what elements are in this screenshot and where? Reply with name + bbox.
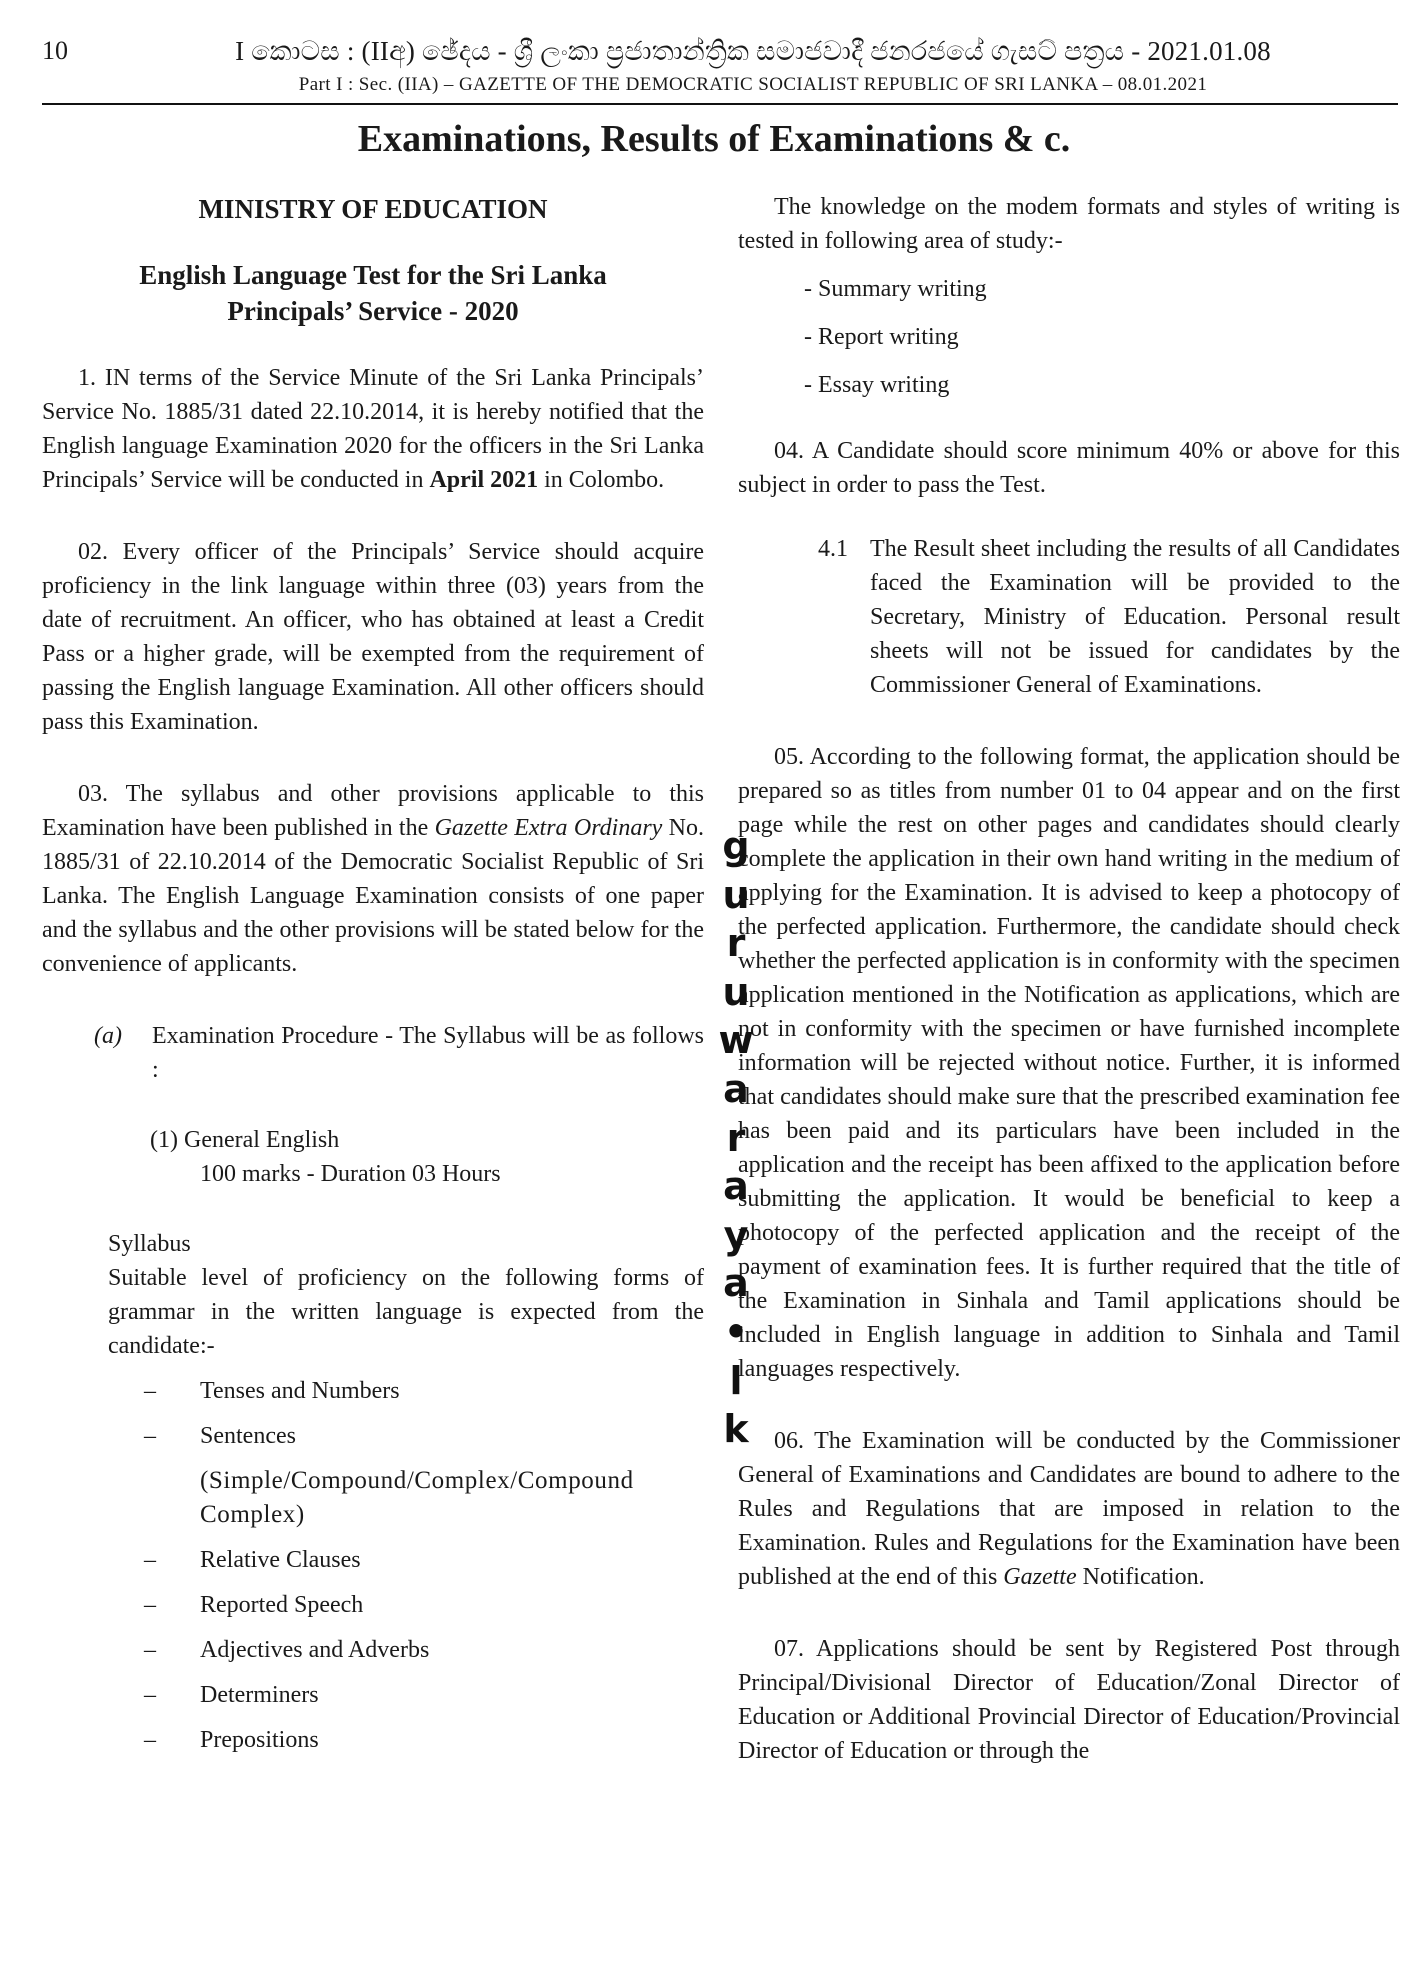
paragraph-1-end: in Colombo. bbox=[538, 467, 665, 493]
watermark-letter: g bbox=[722, 824, 750, 868]
paragraph-4: 04. A Candidate should score minimum 40% or above for this subject in order to pass the Test. bbox=[738, 438, 1400, 498]
ministry-heading: MINISTRY OF EDUCATION bbox=[198, 194, 548, 224]
grammar-item: (Simple/Compound/Complex/Compound Complex) bbox=[200, 1467, 634, 1528]
grammar-item: Reported Speech bbox=[200, 1592, 364, 1618]
site-watermark bbox=[716, 822, 756, 1454]
list-item bbox=[42, 1678, 704, 1712]
watermark-letter: u bbox=[722, 872, 750, 917]
paragraph-1-text: 1. IN terms of the Service Minute of the Sri Lanka Principals’ Service No. 1885/31 dated 22.10.2014, it is hereby notified that the English language Examination 2020 for the officers in the Sri Lanka Principals’ Service will be conducted in bbox=[42, 365, 704, 493]
syllabus-block bbox=[108, 1227, 704, 1363]
list-item: - Report writing bbox=[804, 324, 959, 350]
list-item bbox=[42, 1633, 704, 1667]
watermark-letter: a bbox=[723, 1066, 749, 1111]
paper-title: (1) General English bbox=[150, 1127, 340, 1153]
gazette-reference: Gazette Extra Ordinary bbox=[434, 815, 663, 841]
list-dash: – bbox=[144, 1547, 156, 1573]
page-number: 10 bbox=[42, 36, 68, 65]
list-item bbox=[42, 1588, 704, 1622]
exam-procedure bbox=[42, 1019, 704, 1087]
test-subtitle-line1: English Language Test for the Sri Lanka bbox=[139, 260, 607, 290]
grammar-item: Determiners bbox=[200, 1682, 319, 1708]
watermark-letter: r bbox=[726, 1115, 746, 1160]
paragraph-3-text: 03. The syllabus and other provisions applicable to this Examination have been published in the bbox=[42, 781, 704, 841]
header-divider bbox=[42, 103, 1398, 105]
list-dash: – bbox=[144, 1592, 156, 1618]
list-item bbox=[42, 1543, 704, 1577]
paragraph-7: 07. Applications should be sent by Registered Post through Principal/Divisional Director of Education/Zonal Director of Education or Additional Provincial Director of Education/Provincial Director of Education or through the bbox=[738, 1636, 1400, 1764]
gazette-italic: Gazette bbox=[1003, 1564, 1077, 1590]
test-subtitle-line2: Principals’ Service - 2020 bbox=[227, 296, 519, 326]
paragraph-3 bbox=[42, 777, 704, 981]
grammar-item: Relative Clauses bbox=[200, 1547, 361, 1573]
watermark-letter: u bbox=[722, 969, 750, 1014]
running-header bbox=[120, 36, 1386, 96]
header-english-line: Part I : Sec. (IIA) – GAZETTE OF THE DEMOCRATIC SOCIALIST REPUBLIC OF SRI LANKA – 08.01.2021 bbox=[298, 74, 1208, 95]
paper-marks-duration: 100 marks - Duration 03 Hours bbox=[200, 1161, 501, 1187]
list-dash: – bbox=[144, 1637, 156, 1663]
syllabus-heading: Syllabus bbox=[108, 1231, 191, 1257]
paragraph-3-end: No. 1885/31 of 22.10.2014 of the Democratic Socialist Republic of Sri Lanka. The English Language Examination consists of one paper and the syllabus and the other provisions will be stated below for the convenience of applicants. bbox=[42, 815, 704, 977]
left-column bbox=[42, 190, 704, 1757]
grammar-item: Prepositions bbox=[200, 1727, 319, 1753]
paragraph-6-end: Notification. bbox=[1076, 1564, 1205, 1590]
paragraph-4-1-text: The Result sheet including the results of all Candidates faced the Examination will be provided to the Secretary, Ministry of Education. Personal result sheets will not be issued for candidates by the Commissioner General of Examinations. bbox=[870, 536, 1400, 698]
list-item bbox=[42, 1419, 704, 1453]
section-title: Examinations, Results of Examinations & c. bbox=[357, 118, 1071, 160]
list-dash: – bbox=[144, 1727, 156, 1753]
list-dash: – bbox=[144, 1682, 156, 1708]
writing-styles-list bbox=[738, 272, 1400, 402]
watermark-letter: a bbox=[723, 1261, 749, 1306]
paragraph-5: 05. According to the following format, the application should be prepared so as titles from number 01 to 04 appear and on the first page while the rest on other pages and candidates should clearly complete the application in their own hand writing in the medium of applying for the Examination. It is advised to keep a photocopy of the perfected application. Furthermore, the candidate should check whether the perfected application is in conformity with the specimen application mentioned in the Notification as applications, which are not in conformity with the specimen or have furnished incomplete information will be rejected without notice. Further, it is informed that candidates should make sure that the prescribed examination fee has been paid and its particulars have been included in the application and the receipt has been affixed to the application before submitting the application. It would be beneficial to keep a photocopy of the perfected application and the receipt of the payment of examination fees. It is further required that the title of the Examination in Sinhala and Tamil applications should be included in English language in addition to Sinhala and Tamil languages respectively. bbox=[738, 744, 1400, 1382]
paragraph-6 bbox=[738, 1424, 1400, 1594]
watermark-letter: a bbox=[723, 1164, 749, 1209]
watermark-letter: • bbox=[723, 1309, 749, 1354]
paragraph-2: 02. Every officer of the Principals’ Service should acquire proficiency in the link language within three (03) years from the date of recruitment. An officer, who has obtained at least a Credit Pass or a higher grade, will be exempted from the requirement of passing the English language Examination. All other officers should pass this Examination. bbox=[42, 539, 704, 735]
paragraph-4-1 bbox=[738, 532, 1400, 702]
watermark-letter: k bbox=[723, 1407, 749, 1452]
list-item-sub bbox=[200, 1464, 704, 1532]
list-dash: – bbox=[144, 1378, 156, 1404]
writing-intro: The knowledge on the modem formats and styles of writing is tested in following area of study:- bbox=[738, 194, 1400, 254]
paragraph-6-text: 06. The Examination will be conducted by the Commissioner General of Examinations and Candidates are bound to adhere to the Rules and Regulations that are imposed in relation to the Examination. Rules and Regulations for the Examination have been published at the end of this bbox=[738, 1428, 1400, 1590]
paper-item bbox=[150, 1123, 704, 1191]
grammar-item: Adjectives and Adverbs bbox=[200, 1637, 430, 1663]
grammar-item: Tenses and Numbers bbox=[200, 1378, 400, 1404]
list-dash: – bbox=[144, 1423, 156, 1449]
syllabus-intro: Suitable level of proficiency on the following forms of grammar in the written language is expected from the candidate:- bbox=[108, 1265, 704, 1359]
test-subtitle bbox=[42, 257, 704, 329]
exam-date: April 2021 bbox=[429, 467, 539, 493]
grammar-item: Sentences bbox=[200, 1423, 296, 1449]
list-item bbox=[42, 1374, 704, 1408]
right-column bbox=[738, 190, 1400, 1768]
watermark-letter: y bbox=[723, 1212, 749, 1257]
grammar-list bbox=[42, 1374, 704, 1757]
watermark-letter: w bbox=[718, 1018, 754, 1063]
exam-procedure-label: (a) bbox=[94, 1023, 122, 1049]
paragraph-1 bbox=[42, 361, 704, 497]
paragraph-4-1-number: 4.1 bbox=[818, 536, 848, 562]
watermark-letter: l bbox=[729, 1358, 743, 1403]
list-item bbox=[42, 1723, 704, 1757]
list-item: - Summary writing bbox=[804, 276, 987, 302]
list-item: - Essay writing bbox=[804, 372, 950, 398]
exam-procedure-text: Examination Procedure - The Syllabus will be as follows : bbox=[152, 1023, 704, 1083]
watermark-letter: r bbox=[726, 921, 746, 966]
header-sinhala-line: I කොටස : (IIඅ) ඡේදය - ශ්‍රී ලංකා ප්‍රජාතාන්ත්‍රික සමාජවාදී ජනරජයේ ගැසට් පත්‍රය - 2021.01.08 bbox=[235, 36, 1271, 66]
